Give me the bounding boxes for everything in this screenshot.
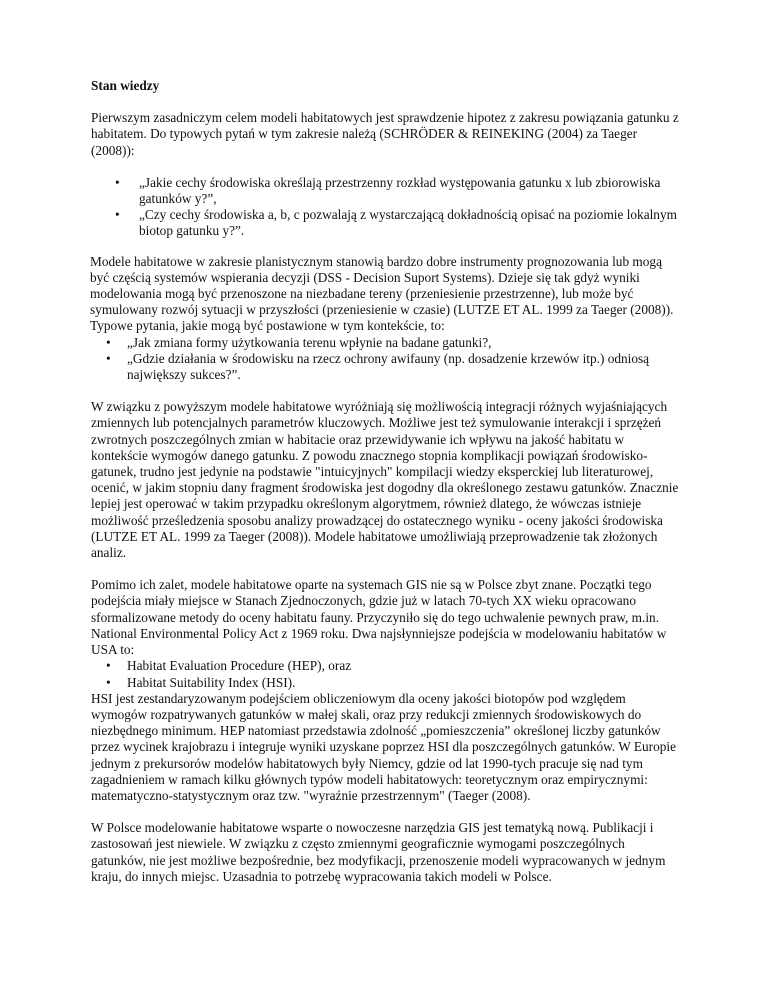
paragraph-history: Pomimo ich zalet, modele habitatowe oparte na systemach GIS nie są w Polsce zbyt znane. Początki tego podejścia miały miejsce w Stanach Zjednoczonych, gdzie już w latach 70-tych XX wieku opracowano sformalizowane metody do oceny habitatu fauny. Przyczyniło się do tego uchwalenie pewnych praw, m.in. National Environmental Policy Act z 1969 roku. Dwa najsłynniejsze podejścia w modelowaniu habitatów w USA to: [91, 577, 667, 658]
paragraph-hsi-hep: HSI jest zestandaryzowanym podejściem obliczeniowym dla oceny jakości biotopów pod względem wymogów rozpatrywanych gatunków w małej skali, oraz przy redukcji zmiennych środowiskowych do niezbędnego minimum. HEP natomiast przedstawia zdolność „pomieszczenia” określonej liczby gatunków przez wycinek krajobrazu i integruje wyniki uzyskane poprzez HSI dla poszczególnych gatunków. W Europie jednym z prekursorów modelów habitatowych były Niemcy, gdzie od lat 1990-tych pracuje się nad tym zagadnieniem w ramach kilku głównych typów modeli habitatowych: teoretycznym oraz empirycznymi: matematyczno-statystycznym oraz tzw. "wyraźnie przestrzennym" (Taeger (2008). [91, 690, 676, 803]
paragraph-poland: W Polsce modelowanie habitatowe wsparte o nowoczesne narzędzia GIS jest tematyką nową. Publikacji i zastosowań jest niewiele. W związku z często zmiennymi geograficznie wymogami poszczególnych gatunków, nie jest możliwe bezpośrednie, bez modyfikacji, przenoszenie modeli wypracowanych w jednym kraju, do innych miejsc. Uzasadnia to potrzebę wypracowania takich modeli w Polsce. [91, 820, 666, 884]
bullet-icon: • [106, 334, 111, 350]
list-item-text: „Gdzie działania w środowisku na rzecz ochrony awifauny (np. dosadzenie krzewów itp.) odniosą największy sukces?”. [127, 350, 650, 383]
list-item [91, 175, 681, 207]
list-item [91, 351, 681, 383]
paragraph-intro: Pierwszym zasadniczym celem modeli habitatowych jest sprawdzenie hipotez z zakresu powiązania gatunku z habitatem. Do typowych pytań w tym zakresie należą (SCHRÖDER & REINEKING (2004) za Taeger (2008)): [91, 110, 679, 158]
paragraph-planning: Modele habitatowe w zakresie planistycznym stanowią bardzo dobre instrumenty prognozowania lub mogą być częścią systemów wspierania decyzji (DSS - Decision Suport Systems). Dzieje się tak gdyż wyniki modelowania mogą być przenoszone na niezbadane tereny (przeniesienie przestrzenne), lub może być symulowany rozwój sytuacji w przyszłości (przeniesienie w czasie) (LUTZE ET AL. 1999 za Taeger (2008)). Typowe pytania, jakie mogą być postawione w tym kontekście, to: [90, 253, 674, 334]
list-item [91, 658, 681, 674]
list-item [91, 675, 681, 691]
list-item-text: „Jakie cechy środowiska określają przestrzenny rozkład występowania gatunku x lub zbiorowiska gatunków y?”, [139, 174, 661, 207]
paragraph-integration: W związku z powyższym modele habitatowe wyróżniają się możliwością integracji różnych wyjaśniających zmiennych lub potencjalnych parametrów kluczowych. Możliwe jest też symulowanie interakcji i sprzężeń zwrotnych poszczególnych zmian w habitacie oraz przewidywanie ich wpływu na jakość habitatu w kontekście wymogów danego gatunku. Z powodu znacznego stopnia komplikacji powiązań środowisko-gatunek, trudno jest jedynie na podstawie "intuicyjnych" kompilacji wiedzy eksperckiej lub literaturowej, ocenić, w jakim stopniu dany fragment środowiska jest dogodny dla określonego zestawu gatunków. Znacznie lepiej jest operować w takim przypadku określonym algorytmem, również dlatego, że wówczas istnieje możliwość prześledzenia sposobu analizy prowadzącej do ostatecznego wyniku - oceny jakości środowiska (LUTZE ET AL. 1999 za Taeger (2008)). Modele habitatowe umożliwiają przeprowadzenie tak złożonych analiz. [91, 399, 679, 561]
list-item-text: „Jak zmiana formy użytkowania terenu wpłynie na badane gatunki?, [127, 334, 492, 350]
bullet-icon: • [115, 174, 120, 190]
bullet-icon: • [106, 658, 111, 674]
list-item-text: „Czy cechy środowiska a, b, c pozwalają z wystarczającą dokładnością opisać na poziomie lokalnym biotop gatunku y?”. [139, 207, 677, 239]
list-item [91, 335, 681, 351]
question-list-1 [91, 175, 681, 240]
section-heading: Stan wiedzy [91, 78, 160, 93]
bullet-icon: • [106, 674, 111, 690]
list-item [91, 207, 681, 239]
bullet-icon: • [115, 207, 120, 223]
bullet-icon: • [106, 350, 111, 366]
list-item-text: Habitat Suitability Index (HSI). [127, 674, 296, 690]
document-page [91, 78, 681, 901]
list-item-text: Habitat Evaluation Procedure (HEP), oraz [127, 658, 352, 674]
question-list-2 [91, 335, 681, 384]
usa-approaches-list [91, 658, 681, 690]
